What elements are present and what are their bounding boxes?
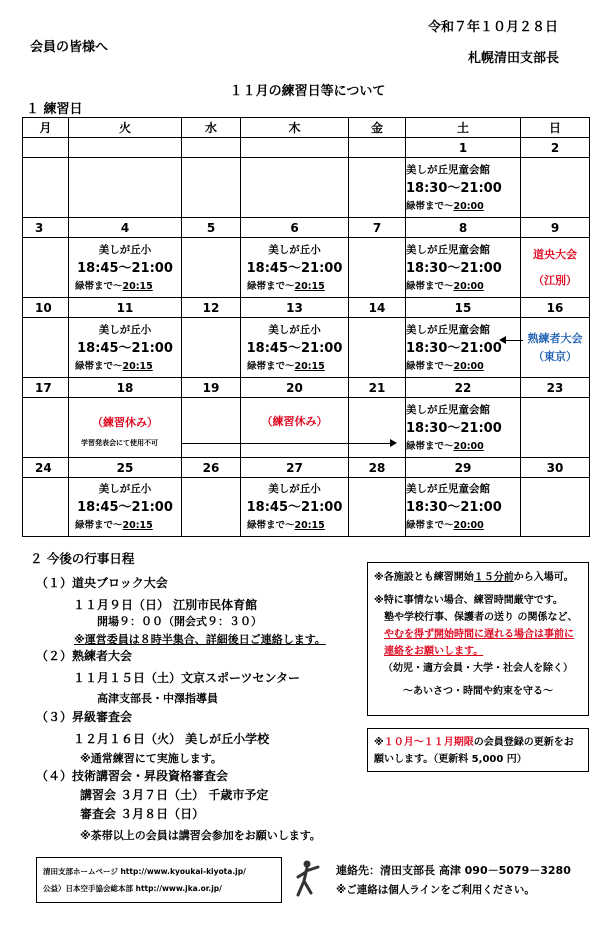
schedule-row: [23, 398, 590, 458]
practice-time: 18:45～21:00: [246, 260, 343, 276]
practice-time: 18:45～21:00: [77, 500, 173, 515]
sat-practice-cell: [406, 238, 521, 298]
practice-venue: 美しが丘児童会館: [406, 243, 490, 256]
event-cell-nov16: [521, 318, 590, 378]
arrow-left-icon: [499, 336, 506, 344]
date-cell: 5: [182, 218, 241, 238]
schedule-cell: [349, 238, 406, 298]
thu-practice-cell: [241, 478, 349, 537]
belt-note: 緑帯まで～20:15: [75, 520, 153, 531]
rest-label: （練習休み）: [261, 414, 328, 428]
practice-venue: 美しが丘小: [268, 323, 321, 336]
date-cell: 16: [521, 298, 590, 318]
schedule-cell: [521, 158, 590, 218]
renewal-deadline: １０月～１１月期限: [383, 737, 474, 748]
renewal-text: の会員登録の更新をお願いします。（更新料 5,000 円）: [374, 737, 574, 765]
event1-title: （１）道央ブロック大会: [36, 576, 168, 590]
date-row: [23, 458, 590, 478]
belt-note: 緑帯まで～20:15: [75, 280, 153, 292]
schedule-row: [23, 238, 590, 298]
date-row: [23, 218, 590, 238]
event-place: （東京）: [533, 349, 577, 363]
event2-date: １１月１５日（土）文京スポーツセンター: [73, 671, 301, 685]
contact-note: ※ご連絡は個人ラインをご利用ください。: [336, 884, 535, 896]
date-cell: [23, 138, 69, 158]
practice-venue: 美しが丘児童会館: [406, 323, 490, 336]
thu-rest-cell: [241, 398, 349, 458]
addressee: 会員の皆様へ: [30, 40, 109, 55]
practice-time: 18:30～21:00: [406, 500, 502, 515]
weekday-sat: 土: [406, 118, 521, 138]
weekday-thu: 木: [241, 118, 349, 138]
arrow-line-rest: [182, 443, 392, 444]
practice-venue: 美しが丘小: [98, 243, 152, 256]
schedule-row: [23, 318, 590, 378]
practice-calendar: [22, 117, 590, 537]
event3-note: ※通常練習にて実施します。: [80, 752, 222, 765]
belt-note: 緑帯まで～20:00: [406, 360, 484, 372]
date-cell: 10: [23, 298, 69, 318]
schedule-cell: [521, 398, 590, 458]
date-row: [23, 378, 590, 398]
weekday-header-row: [23, 118, 590, 138]
belt-note: 緑帯まで～20:00: [406, 200, 484, 212]
date-cell: [69, 138, 182, 158]
date-cell: 2: [521, 138, 590, 158]
practice-venue: 美しが丘小: [268, 243, 321, 256]
contact-info: 連絡先：清田支部長 高津 090－5079－3280: [336, 864, 571, 877]
belt-note: 緑帯まで～20:00: [406, 280, 484, 292]
date-cell: 28: [349, 458, 406, 478]
practice-time: 18:30～21:00: [406, 180, 502, 196]
practice-venue: 美しが丘小: [98, 323, 152, 336]
notice-line4: （幼児・適方会員・大学・社会人を除く）: [383, 663, 573, 674]
date-row: [23, 138, 590, 158]
arrow-line-nov16: [505, 340, 523, 341]
date-cell: 20: [241, 378, 349, 398]
section1-heading: １ 練習日: [26, 102, 83, 117]
schedule-cell: [241, 158, 349, 218]
schedule-cell: [349, 318, 406, 378]
date-cell: 4: [69, 218, 182, 238]
date-cell: 13: [241, 298, 349, 318]
homepage-link[interactable]: 清田支部ホームページ http://www.kyoukai-kiyota.jp/: [43, 867, 246, 876]
date-cell: 6: [241, 218, 349, 238]
event2-people: 高津支部長・中澤指導員: [97, 692, 218, 705]
practice-time: 18:45～21:00: [77, 340, 173, 356]
schedule-cell: [23, 398, 69, 458]
event3-date: １２月１６日（火） 美しが丘小学校: [73, 732, 270, 746]
event3-title: （３）昇級審査会: [36, 710, 133, 724]
event-name: 道央大会: [533, 247, 577, 261]
karate-figure-icon: [294, 859, 322, 899]
thu-practice-cell: [241, 318, 349, 378]
schedule-cell: [349, 158, 406, 218]
date-cell: 17: [23, 378, 69, 398]
practice-venue: 美しが丘小: [98, 483, 152, 495]
event4-title: （４）技術講習会・昇段資格審査会: [36, 769, 229, 783]
weekday-mon: 月: [23, 118, 69, 138]
tue-practice-cell: [69, 478, 182, 537]
belt-note: 緑帯まで～20:00: [406, 440, 484, 452]
tue-practice-cell: [69, 238, 182, 298]
event4-exam: 審査会 ３月８日（日）: [80, 807, 205, 821]
event-name: 熟練者大会: [527, 331, 583, 345]
rest-note: 学習発表会にて使用不可: [81, 438, 158, 447]
practice-time: 18:45～21:00: [246, 500, 343, 515]
belt-note: 緑帯まで～20:15: [75, 360, 153, 372]
tue-rest-cell: [69, 398, 182, 458]
date-cell: 26: [182, 458, 241, 478]
page-title: １１月の練習日等について: [229, 84, 386, 99]
date-cell: 7: [349, 218, 406, 238]
date-cell: 8: [406, 218, 521, 238]
event-cell-nov9: [521, 238, 590, 298]
section2-heading: ２ 今後の行事日程: [30, 551, 135, 566]
arrow-right-icon: [390, 439, 397, 447]
date-cell: [349, 138, 406, 158]
notice-line2: ※特に事情ない場合、練習時間厳守です。: [374, 595, 563, 606]
date-cell: 18: [69, 378, 182, 398]
schedule-cell: [182, 158, 241, 218]
event1-date: １１月９日（日） 江別市民体育館: [73, 598, 258, 612]
sat-practice-cell: [406, 398, 521, 458]
schedule-cell: [349, 398, 406, 458]
schedule-cell: [23, 158, 69, 218]
weekday-tue: 火: [69, 118, 182, 138]
belt-note: 緑帯まで～20:00: [406, 520, 484, 531]
date-cell: 27: [241, 458, 349, 478]
event1-time: 開場９：００（開会式９：３０）: [97, 615, 262, 628]
schedule-cell: [23, 238, 69, 298]
practice-time: 18:30～21:00: [406, 420, 502, 436]
date-cell: 22: [406, 378, 521, 398]
schedule-cell: [182, 238, 241, 298]
links-box: [36, 857, 282, 903]
date-cell: 14: [349, 298, 406, 318]
weekday-sun: 日: [521, 118, 590, 138]
practice-time: 18:45～21:00: [246, 340, 343, 356]
date-cell: 19: [182, 378, 241, 398]
practice-venue: 美しが丘児童会館: [406, 403, 490, 416]
sat-practice-cell: [406, 318, 521, 378]
belt-note: 緑帯まで～20:15: [247, 280, 325, 292]
practice-venue: 美しが丘児童会館: [406, 483, 490, 495]
belt-note: 緑帯まで～20:15: [247, 360, 325, 372]
belt-note: 緑帯まで～20:15: [247, 520, 325, 531]
practice-venue: 美しが丘小: [268, 483, 321, 495]
date-cell: 29: [406, 458, 521, 478]
event2-title: （２）熟練者大会: [36, 649, 133, 663]
sender: 札幌清田支部長: [468, 51, 560, 66]
date-cell: 11: [69, 298, 182, 318]
date-row: [23, 298, 590, 318]
schedule-row: [23, 158, 590, 218]
date-cell: [241, 138, 349, 158]
date-cell: 30: [521, 458, 590, 478]
schedule-cell: [69, 158, 182, 218]
notice-box: [367, 562, 589, 716]
jka-link[interactable]: 公益）日本空手協会総本部 http://www.jka.or.jp/: [43, 884, 222, 893]
schedule-cell: [182, 318, 241, 378]
notice-line1: ※各施設とも練習開始１５分前から入場可。: [374, 572, 574, 583]
weekday-wed: 水: [182, 118, 241, 138]
schedule-cell: [182, 398, 241, 458]
notice-line3: 塾や学校行事、保護者の送り の関係など、やむを得ず開始時間に遅れる場合は事前に連絡をお願いします。: [384, 612, 578, 657]
sat-practice-cell: [406, 158, 521, 218]
date-cell: 3: [23, 218, 69, 238]
weekday-fri: 金: [349, 118, 406, 138]
date-cell: [182, 138, 241, 158]
schedule-cell: [182, 478, 241, 537]
schedule-cell: [349, 478, 406, 537]
issue-date: 令和７年１０月２８日: [428, 20, 559, 35]
sat-practice-cell: [406, 478, 521, 537]
tue-practice-cell: [69, 318, 182, 378]
event4-lecture: 講習会 ３月７日（土） 千歳市予定: [80, 788, 269, 802]
schedule-cell: [521, 478, 590, 537]
date-cell: 21: [349, 378, 406, 398]
rest-label: （練習休み）: [92, 415, 158, 429]
practice-venue: 美しが丘児童会館: [406, 163, 490, 176]
notice-line5: ～あいさつ・時間や約束を守る～: [403, 686, 553, 697]
event-place: （江別）: [533, 273, 577, 287]
date-cell: 9: [521, 218, 590, 238]
date-cell: 15: [406, 298, 521, 318]
event1-note: ※運営委員は８時半集合、詳細後日ご連絡します。: [74, 633, 326, 646]
date-cell: 24: [23, 458, 69, 478]
schedule-cell: [23, 478, 69, 537]
practice-time: 18:30～21:00: [406, 260, 502, 276]
schedule-cell: [23, 318, 69, 378]
thu-practice-cell: [241, 238, 349, 298]
date-cell: 12: [182, 298, 241, 318]
date-cell: 23: [521, 378, 590, 398]
event4-note: ※茶帯以上の会員は講習会参加をお願いします。: [80, 829, 321, 842]
practice-time: 18:45～21:00: [77, 260, 173, 276]
date-cell: 25: [69, 458, 182, 478]
practice-time: 18:30～21:00: [406, 340, 502, 356]
schedule-row: [23, 478, 590, 537]
date-cell: 1: [406, 138, 521, 158]
renewal-box: ※１０月～１１月期限の会員登録の更新をお願いします。（更新料 5,000 円）: [367, 728, 589, 772]
